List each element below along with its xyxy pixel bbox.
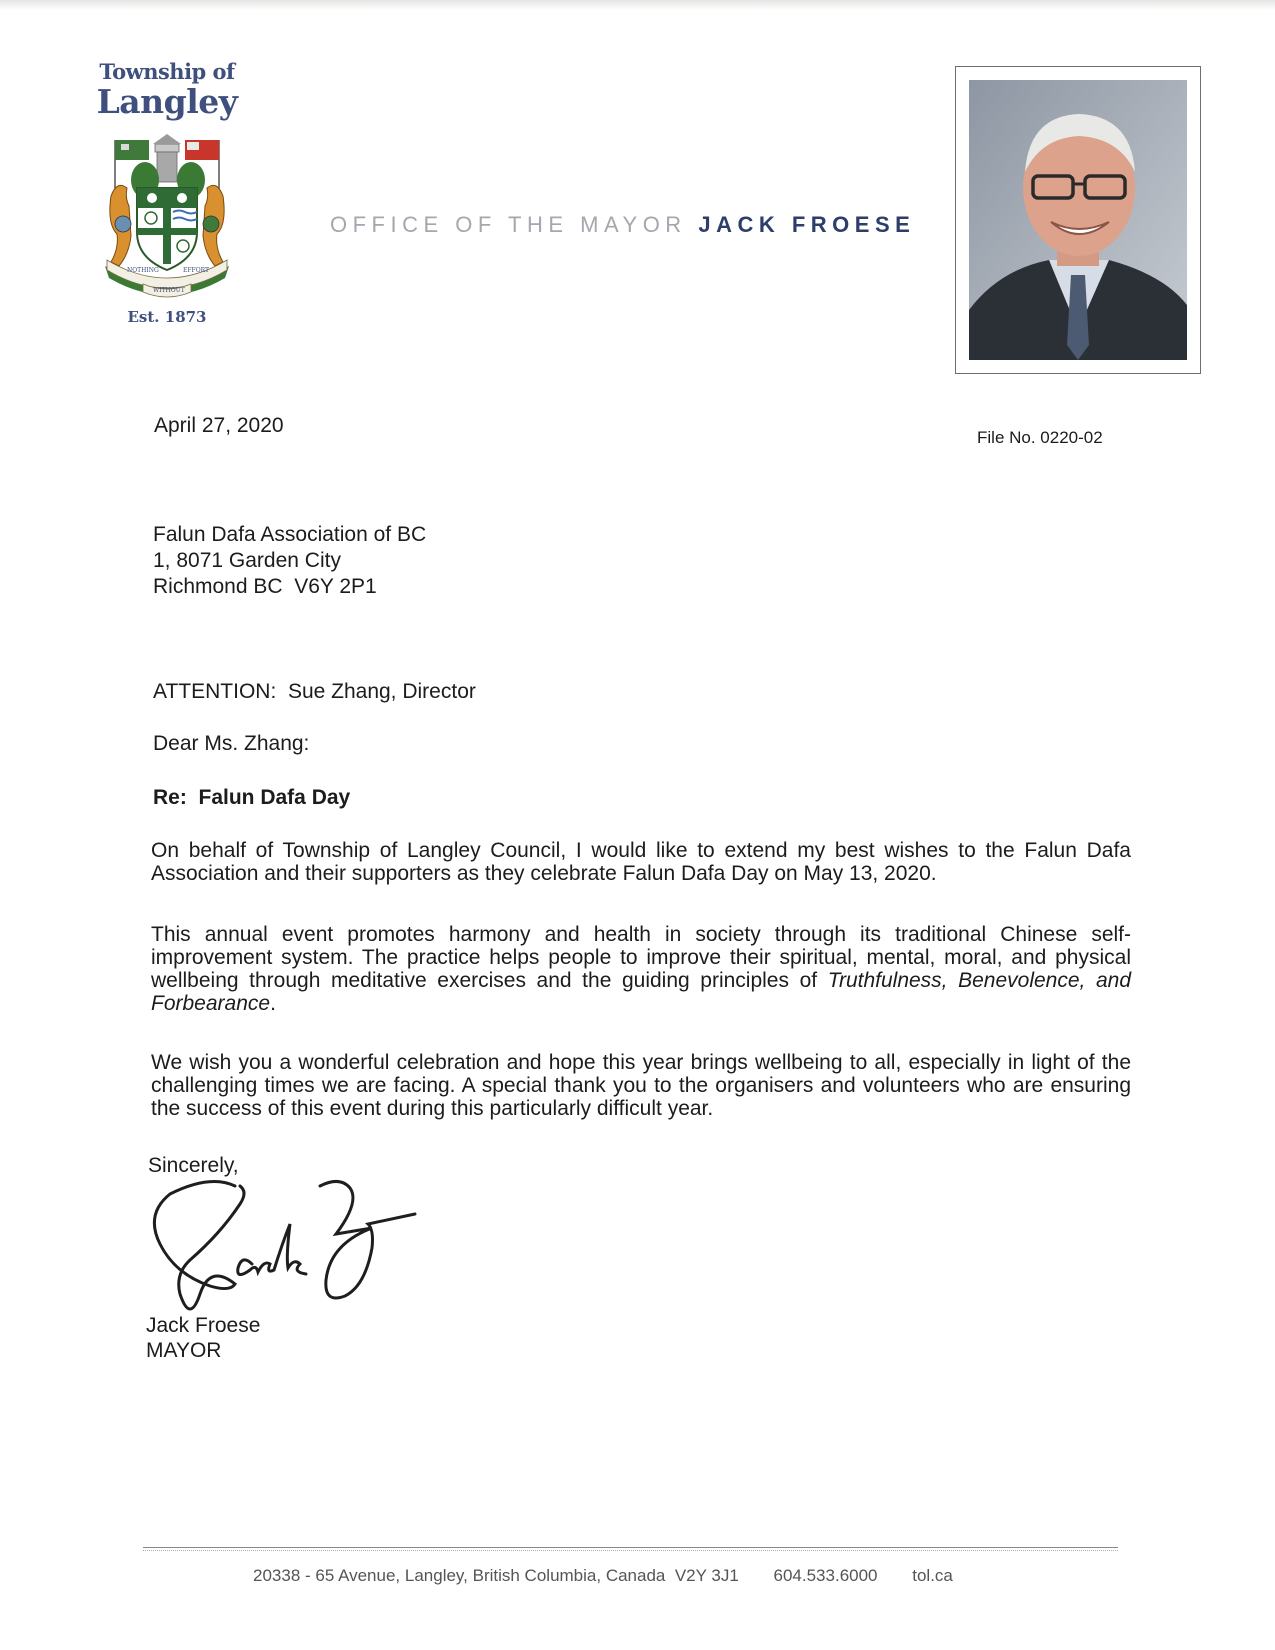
- signer-title: MAYOR: [146, 1339, 222, 1362]
- mayor-photo-frame: [955, 66, 1201, 374]
- letterhead-footer: [253, 1566, 953, 1586]
- office-heading: [330, 212, 930, 238]
- motto-left: NOTHING: [127, 267, 159, 274]
- office-prefix: OFFICE OF THE MAYOR: [330, 212, 687, 237]
- attention-line: ATTENTION: Sue Zhang, Director: [153, 680, 476, 703]
- closing: Sincerely,: [148, 1154, 239, 1177]
- subject-line: Re: Falun Dafa Day: [153, 786, 351, 809]
- coat-of-arms-icon: [97, 132, 237, 302]
- logo-line1: Township of: [99, 59, 235, 84]
- salutation: Dear Ms. Zhang:: [153, 732, 310, 755]
- motto-bottom: WITHOUT: [153, 287, 185, 294]
- guiding-principles: Truthfulness, Benevolence, and Forbearance: [151, 969, 1131, 1015]
- body-paragraph-2: [151, 923, 1131, 1015]
- letter-date: April 27, 2020: [154, 414, 284, 437]
- mayor-photo: [969, 80, 1187, 360]
- footer-divider: [143, 1547, 1118, 1548]
- file-number: File No. 0220-02: [977, 428, 1103, 447]
- body-paragraph-2-text: This annual event promotes harmony and health in society through its traditional Chinese self-improvement system. The practice helps people to improve their spiritual, mental, moral, and physical wellbeing through meditative exercises and the guiding principles of: [151, 923, 1131, 992]
- recipient-line1: Falun Dafa Association of BC: [153, 523, 427, 546]
- recipient-address: [153, 522, 426, 600]
- body-paragraph-3: We wish you a wonderful celebration and hope this year brings wellbeing to all, especially in light of the challenging times we are facing. A special thank you to the organisers and volunteers who are ensuring the success of this event during this particularly difficult year.: [151, 1051, 1131, 1120]
- body-paragraph-2-end: .: [270, 992, 276, 1015]
- signature-icon: [140, 1164, 440, 1324]
- recipient-line2: 1, 8071 Garden City: [153, 549, 341, 572]
- office-mayor-name: JACK FROESE: [698, 212, 916, 237]
- logo-line2: Langley: [96, 82, 238, 121]
- recipient-line3: Richmond BC V6Y 2P1: [153, 575, 377, 598]
- footer-website: tol.ca: [912, 1566, 953, 1585]
- footer-address: 20338 - 65 Avenue, Langley, British Columbia, Canada V2Y 3J1: [253, 1566, 739, 1585]
- township-logo: [92, 60, 242, 326]
- logo-established: Est. 1873: [127, 308, 207, 326]
- signer-name: Jack Froese: [146, 1314, 261, 1337]
- footer-phone: 604.533.6000: [773, 1566, 878, 1585]
- mayor-portrait-icon: [969, 80, 1187, 360]
- signer-block: [146, 1313, 260, 1363]
- motto-right: EFFORT: [183, 267, 210, 274]
- body-paragraph-1: On behalf of Township of Langley Council, I would like to extend my best wishes to the Falun Dafa Association and their supporters as they celebrate Falun Dafa Day on May 13, 2020.: [151, 839, 1131, 885]
